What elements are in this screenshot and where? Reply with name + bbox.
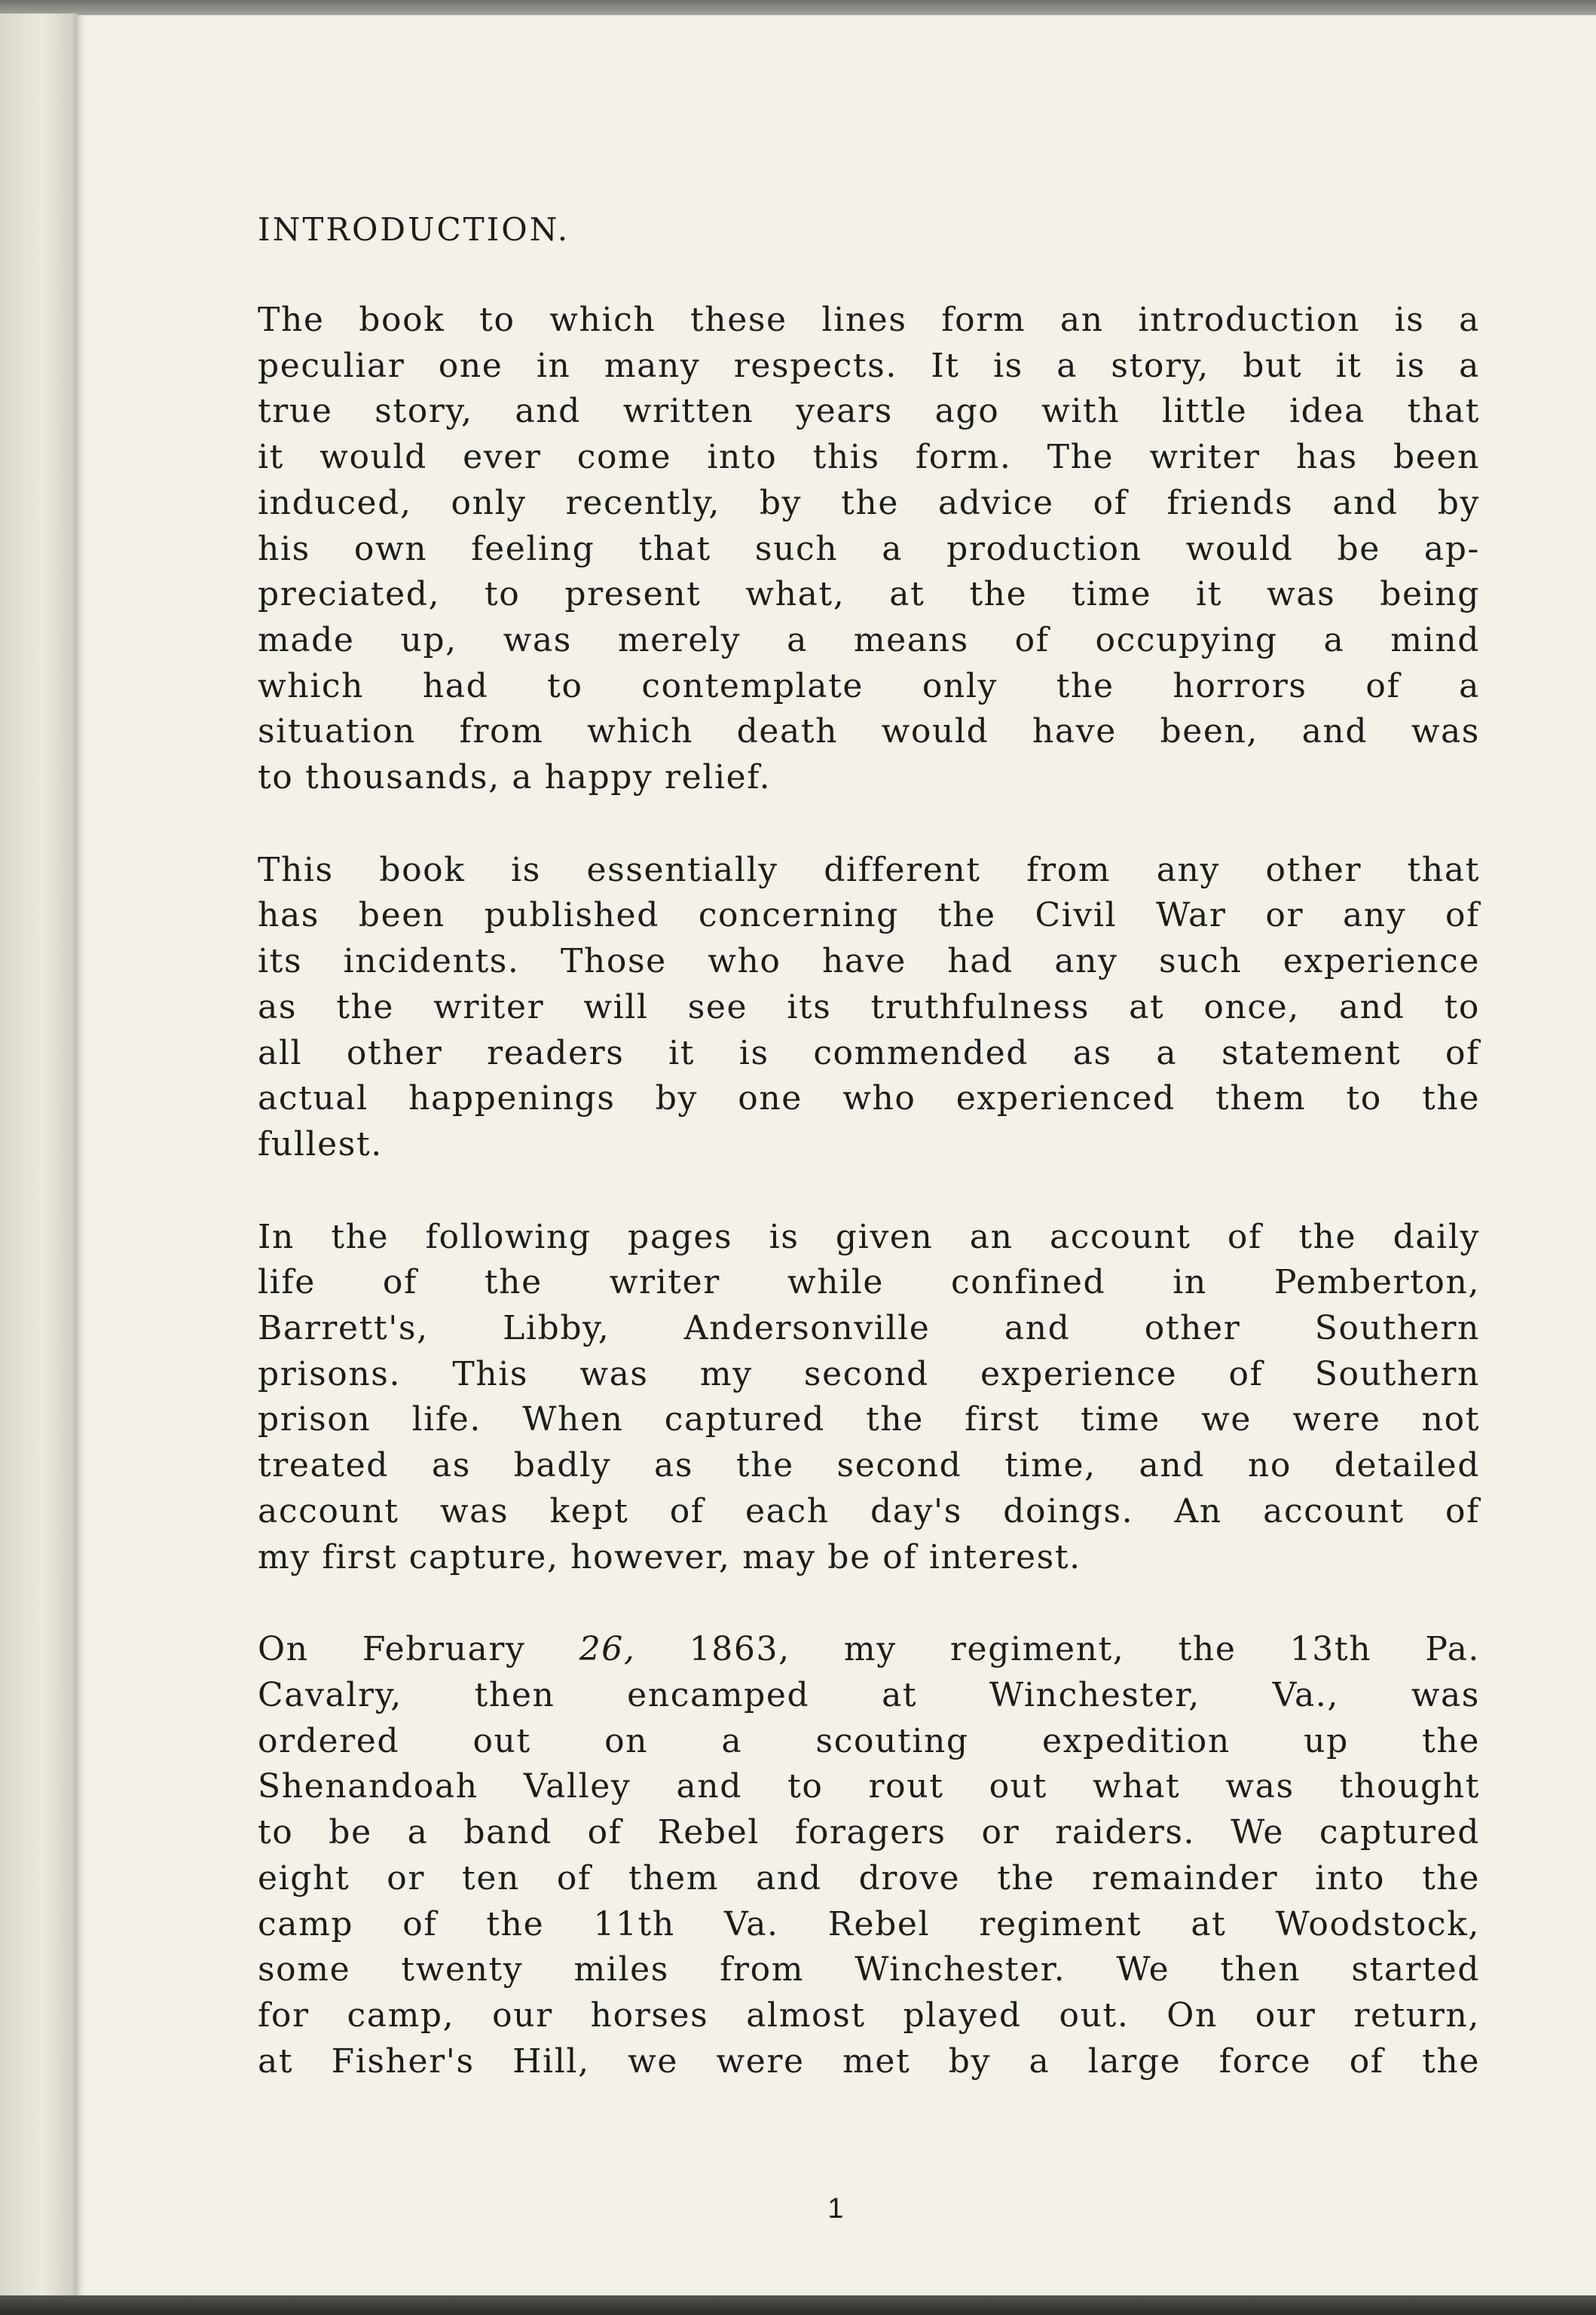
text-line: to be a band of Rebel foragers or raiders. We captured bbox=[258, 1813, 1480, 1852]
text-line: has been published concerning the Civil War or any of bbox=[258, 896, 1480, 935]
text-line: my first capture, however, may be of interest. bbox=[258, 1537, 1081, 1576]
text-line: ordered out on a scouting expedition up the bbox=[258, 1721, 1480, 1760]
text-line: fullest. bbox=[258, 1124, 383, 1164]
text-line: prisons. This was my second experience of Southern bbox=[258, 1354, 1480, 1393]
scan-top-edge bbox=[0, 0, 1596, 17]
text-line: Barrett's, Libby, Andersonville and other Southern bbox=[258, 1309, 1480, 1348]
text-line: true story, and written years ago with little idea that bbox=[258, 392, 1480, 431]
text-line: actual happenings by one who experienced them to the bbox=[258, 1079, 1480, 1118]
page-number: 1 bbox=[827, 2193, 844, 2225]
book-page bbox=[75, 15, 1596, 2297]
paragraph bbox=[258, 848, 1480, 1168]
text-line: account was kept of each day's doings. An account of bbox=[258, 1491, 1480, 1531]
text-line: which had to contemplate only the horrors of a bbox=[258, 666, 1480, 705]
text-line: preciated, to present what, at the time it was being bbox=[258, 575, 1480, 614]
text-line: made up, was merely a means of occupying a mind bbox=[258, 620, 1480, 659]
text-line: to thousands, a happy relief. bbox=[258, 758, 772, 797]
text-line: treated as badly as the second time, and no detailed bbox=[258, 1446, 1480, 1485]
paragraph bbox=[258, 1627, 1480, 2084]
text-line: induced, only recently, by the advice of friends and by bbox=[258, 483, 1480, 522]
text-line: as the writer will see its truthfulness at once, and to bbox=[258, 987, 1480, 1026]
text-line: it would ever come into this form. The writer has been bbox=[258, 438, 1480, 477]
text-line: camp of the 11th Va. Rebel regiment at Woodstock, bbox=[258, 1904, 1480, 1943]
paragraph bbox=[258, 298, 1480, 801]
text-line: This book is essentially different from any other that bbox=[258, 850, 1480, 889]
text-line: life of the writer while confined in Pemberton, bbox=[258, 1263, 1480, 1302]
page-text bbox=[258, 207, 1480, 2131]
text-line: all other readers it is commended as a statement of bbox=[258, 1033, 1480, 1072]
page-heading: INTRODUCTION. bbox=[258, 211, 570, 248]
text-line: situation from which death would have been, and was bbox=[258, 712, 1480, 751]
text-line: some twenty miles from Winchester. We then started bbox=[258, 1950, 1480, 1989]
paragraph bbox=[258, 1215, 1480, 1581]
text-line: On February 26, 1863, my regiment, the 13th Pa. bbox=[258, 1630, 1481, 1669]
text-line: prison life. When captured the first time we were not bbox=[258, 1400, 1480, 1439]
text-line: The book to which these lines form an introduction is a bbox=[258, 301, 1480, 339]
text-line: In the following pages is given an account of the daily bbox=[258, 1217, 1480, 1256]
scan-bottom-edge bbox=[0, 2295, 1596, 2315]
text-line: its incidents. Those who have had any such experience bbox=[258, 942, 1480, 981]
text-line: his own feeling that such a production would be ap- bbox=[258, 529, 1480, 568]
book-spine-edge bbox=[0, 14, 78, 2298]
text-line: eight or ten of them and drove the remainder into the bbox=[258, 1858, 1480, 1898]
paragraphs-container bbox=[258, 298, 1480, 2084]
text-line: Shenandoah Valley and to rout out what was thought bbox=[258, 1767, 1480, 1806]
text-line: for camp, our horses almost played out. On our return, bbox=[258, 1995, 1480, 2035]
text-line: Cavalry, then encamped at Winchester, Va., was bbox=[258, 1675, 1480, 1714]
text-line: peculiar one in many respects. It is a story, but it is a bbox=[258, 346, 1480, 385]
text-line: at Fisher's Hill, we were met by a large force of the bbox=[258, 2041, 1480, 2081]
